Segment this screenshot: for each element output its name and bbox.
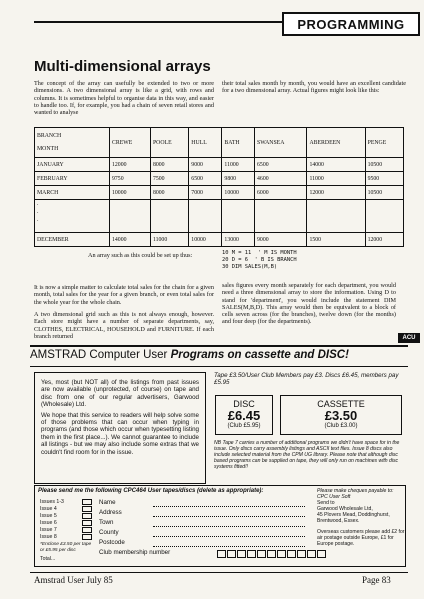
row-label: DECEMBER bbox=[35, 233, 110, 247]
issue-row: Issue 5 bbox=[40, 513, 94, 519]
table-cell: 6000 bbox=[255, 186, 307, 200]
month-label: MONTH bbox=[37, 146, 59, 152]
ad-headline-rule bbox=[30, 366, 408, 367]
table-cell: 1500 bbox=[307, 233, 365, 247]
ad-para2: We hope that this service to readers will help solve some of those problems that can occur when typing in programs (and those which occur when typesetting listing them in the first place...). We cannot guarantee to include all listings - but we may also include some extras that we couldn't find room for in the issue. bbox=[41, 411, 199, 456]
table-row bbox=[35, 186, 404, 200]
table-cell: 7000 bbox=[189, 186, 222, 200]
county-label: County bbox=[99, 529, 119, 536]
table-cell: 14000 bbox=[307, 158, 365, 172]
table-cell: 10000 bbox=[222, 186, 255, 200]
table-cell: 10500 bbox=[365, 158, 403, 172]
issue-checkbox[interactable] bbox=[82, 527, 92, 533]
table-cell: 9000 bbox=[189, 158, 222, 172]
send-to-label: Send to bbox=[317, 500, 335, 507]
address-field[interactable] bbox=[153, 516, 305, 517]
table-header-row bbox=[35, 128, 404, 158]
col2-para2: sales figures every month separately for each department, you would need a three dimensional array to store the information. Using D to stand for 'department', you would include the statement DIM SALES(M,B,D). This array would then be equivalent to a block of cells seven across (for the branches), twelve down (for the months) and four deep (for the departments). bbox=[222, 282, 396, 326]
issue-row: Issue 7 bbox=[40, 527, 94, 533]
table-row bbox=[35, 233, 404, 247]
table-cell: 9750 bbox=[110, 172, 151, 186]
page-number: Page 83 bbox=[362, 575, 391, 585]
column-header: HULL bbox=[189, 128, 222, 158]
postcode-label: Postcode bbox=[99, 539, 125, 546]
disc-price: £6.45 bbox=[227, 408, 261, 423]
row-label: MARCH bbox=[35, 186, 110, 200]
table-cell: 6500 bbox=[255, 158, 307, 172]
table-cell: 6500 bbox=[189, 172, 222, 186]
address-line: 45 Plovers Mead, Doddinghurst, bbox=[317, 512, 390, 519]
ellipsis-cell: . . . bbox=[35, 200, 110, 233]
issue-row: Issue 4 bbox=[40, 506, 94, 512]
cassette-title: CASSETTE bbox=[317, 399, 365, 409]
table-cell: 8000 bbox=[150, 186, 188, 200]
table-cell: 8000 bbox=[150, 158, 188, 172]
footer-issue: Amstrad User July 85 bbox=[34, 575, 113, 585]
address-label: Address bbox=[99, 509, 122, 516]
issue-row: Issue 6 bbox=[40, 520, 94, 526]
payment-block bbox=[317, 488, 405, 547]
town-label: Town bbox=[99, 519, 114, 526]
end-badge: ACU bbox=[398, 333, 420, 343]
table-cell: 14000 bbox=[110, 233, 151, 247]
ad-headline bbox=[30, 349, 349, 361]
club-number-field[interactable] bbox=[217, 550, 327, 558]
code-listing: 10 M = 11 ' M IS MONTH 20 D = 6 ' B IS BRANCH 30 DIM SALES(M,B) bbox=[222, 250, 297, 271]
address-line: Brentwood, Essex. bbox=[317, 518, 360, 525]
name-label: Name bbox=[99, 499, 116, 506]
column-header: SWANSEA bbox=[255, 128, 307, 158]
cassette-price-box bbox=[280, 395, 402, 435]
table-cell: 10500 bbox=[365, 186, 403, 200]
article-title: Multi-dimensional arrays bbox=[34, 58, 211, 75]
table-cell: 9800 bbox=[222, 172, 255, 186]
county-field[interactable] bbox=[153, 536, 305, 537]
table-ellipsis-row bbox=[35, 200, 404, 233]
issue-checkbox[interactable] bbox=[82, 506, 92, 512]
table-cell: 11000 bbox=[307, 172, 365, 186]
name-field[interactable] bbox=[153, 506, 305, 507]
column-header: ABERDEEN bbox=[307, 128, 365, 158]
table-row bbox=[35, 172, 404, 186]
postcode-field[interactable] bbox=[153, 546, 305, 547]
ad-headline-prefix: AMSTRAD Computer User bbox=[30, 349, 168, 361]
table-cell: 11000 bbox=[222, 158, 255, 172]
col1-para2: It is now a simple matter to calculate total sales for the chain for a given month, total sales for the year for a given branch, or even total sales for the whole year for the whole chain. bbox=[34, 284, 214, 306]
ad-headline-main: Programs on cassette and DISC! bbox=[170, 349, 349, 361]
tape-price-text: Tape £3.50/User Club Members pay £3. Discs £6.45, members pay £5.95 bbox=[214, 372, 399, 387]
issue-row: Issue 8 bbox=[40, 534, 94, 540]
branch-label: BRANCH bbox=[37, 133, 62, 139]
ad-para1: Yes, most (but NOT all) of the listings from past issues are now available (unprotected, of course) on tape and disc from one of our regular advertisers, Garwood (Wholesale) Ltd. bbox=[41, 379, 199, 409]
table-cell: 10000 bbox=[110, 186, 151, 200]
col1-para3: A two dimensional grid such as this is not always enough, however. Each store might have a number of separate departments, say, CLOTHES, ELECTRICAL, HOUSEHOLD and FURNITURE. If each branch returned bbox=[34, 311, 214, 340]
table-cell: 12000 bbox=[110, 158, 151, 172]
cassette-price: £3.50 bbox=[324, 408, 358, 423]
ad-info-box bbox=[34, 372, 206, 484]
club-number-label: Club membership number bbox=[99, 549, 171, 556]
table-row bbox=[35, 158, 404, 172]
total-label: Total... bbox=[40, 556, 56, 562]
col1-para1: The concept of the array can usefully be extended to two or more dimensions. A two dimensional array is like a grid, with rows and columns. It is sometimes helpful to organise data in this way, and easier to handle too. If, for example, you had a chain of seven retail stores and wanted to analyse bbox=[34, 80, 214, 117]
col2-para1: their total sales month by month, you would have an excellent candidate for a two dimensional array. Actual figures might look like this: bbox=[222, 80, 406, 95]
row-label: JANUARY bbox=[35, 158, 110, 172]
disc-club-price: (Club £5.95) bbox=[227, 423, 261, 429]
disc-title: DISC bbox=[233, 399, 255, 409]
table-cell: 9000 bbox=[255, 233, 307, 247]
nb-note: NB Tape 7 carries a number of additional programs we didn't have space for in the issue. Only discs carry assembly listings and ASCII text files. Issue 8 discs also include selected material from the CPM UG library. Please note that although disc based programs can be supplied on tape, they will only run on machines with disc systems fitted!! bbox=[214, 440, 400, 471]
column-header: POOLE bbox=[150, 128, 188, 158]
header-rule bbox=[34, 21, 282, 23]
table-cell: 11000 bbox=[150, 233, 188, 247]
table-cell: 10000 bbox=[189, 233, 222, 247]
footer-rule bbox=[30, 572, 408, 573]
table-cell: 7500 bbox=[150, 172, 188, 186]
table-cell: 12000 bbox=[307, 186, 365, 200]
issue-row: Issues 1-3 bbox=[40, 499, 94, 505]
enclose-note: *Enclose £3.50 per tape or £5.95 per disc bbox=[40, 542, 92, 553]
header-corner bbox=[35, 128, 110, 158]
cassette-club-price: (Club £3.00) bbox=[324, 423, 358, 429]
column-header: CREWE bbox=[110, 128, 151, 158]
column-header: BATH bbox=[222, 128, 255, 158]
address-line: Garwood Wholesale Ltd, bbox=[317, 506, 373, 513]
row-label: FEBRUARY bbox=[35, 172, 110, 186]
table-cell: 13000 bbox=[222, 233, 255, 247]
branch-sales-table bbox=[34, 127, 404, 247]
ad-top-rule bbox=[30, 345, 408, 347]
issue-checkbox[interactable] bbox=[82, 499, 92, 505]
issue-checkbox[interactable] bbox=[82, 513, 92, 519]
table-caption: An array such as this could be set up thus: bbox=[88, 252, 193, 259]
order-form bbox=[34, 485, 406, 567]
issue-checkbox[interactable] bbox=[82, 534, 92, 540]
overseas-note: Overseas customers please add £2 for air postage outside Europe, £1 for Europe postage. bbox=[317, 528, 405, 547]
table-cell: 4600 bbox=[255, 172, 307, 186]
table-cell: 12000 bbox=[365, 233, 403, 247]
section-tag: PROGRAMMING bbox=[282, 12, 420, 36]
payment-title: Please make cheques payable to: CPC User Soft bbox=[317, 488, 394, 501]
table-cell: 9500 bbox=[365, 172, 403, 186]
town-field[interactable] bbox=[153, 526, 305, 527]
issue-checkbox[interactable] bbox=[82, 520, 92, 526]
order-heading: Please send me the following CPC464 User tapes/discs (delete as appropriate): bbox=[38, 488, 264, 494]
disc-price-box bbox=[215, 395, 273, 435]
column-header: PENGE bbox=[365, 128, 403, 158]
